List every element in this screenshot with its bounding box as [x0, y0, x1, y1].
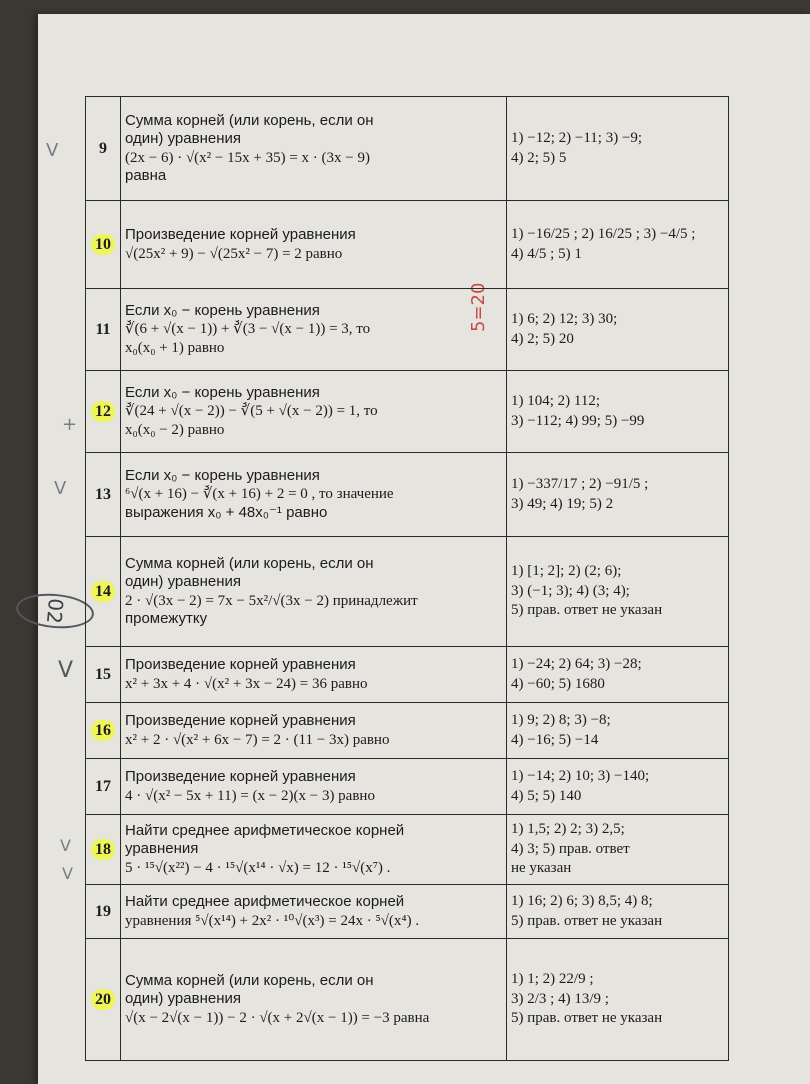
table-row — [86, 759, 729, 815]
equation: ∛(24 + √(x − 2)) − ∛(5 + √(x − 2)) = 1, то — [125, 403, 378, 420]
question-cell — [121, 201, 507, 289]
answers-cell — [507, 201, 729, 289]
question-cell — [121, 759, 507, 815]
row-number: 18 — [86, 815, 121, 885]
question-cell — [121, 939, 507, 1061]
table-row — [86, 815, 729, 885]
answers-cell — [507, 537, 729, 647]
question-text: Если x₀ − корень уравнения — [125, 467, 320, 485]
question-text: один) уравнения — [125, 130, 241, 148]
question-text: Произведение корней уравнения — [125, 226, 356, 244]
answer-options: 3) 49; 4) 19; 5) 2 — [511, 495, 614, 512]
question-cell — [121, 647, 507, 703]
row-number: 10 — [86, 201, 121, 289]
question-cell — [121, 537, 507, 647]
answer-options: 1) [1; 2]; 2) (2; 6); — [511, 563, 622, 580]
red-handwritten-note: 5=20 — [468, 282, 489, 332]
answer-options: 1) 9; 2) 8; 3) −8; — [511, 712, 611, 728]
answer-options: 4) 2; 5) 20 — [511, 330, 574, 347]
answer-options: 1) −12; 2) −11; 3) −9; — [511, 130, 643, 146]
equation: x₀(x₀ − 2) равно — [125, 421, 225, 438]
question-text: уравнения — [125, 840, 199, 858]
equation: x₀(x₀ + 1) равно — [125, 339, 225, 356]
row-number: 17 — [86, 759, 121, 815]
table-row — [86, 537, 729, 647]
row-number: 19 — [86, 885, 121, 939]
problems-table — [85, 96, 729, 1061]
answer-options: 1) 1,5; 2) 2; 3) 2,5; — [511, 821, 625, 838]
row-number: 11 — [86, 289, 121, 371]
row-number: 16 — [86, 703, 121, 759]
question-cell — [121, 453, 507, 537]
equation: уравнения ⁵√(x¹⁴) + 2x² · ¹⁰√(x³) = 24x · ⁵√(x⁴) . — [125, 912, 420, 929]
circled-note: 02 — [15, 591, 96, 632]
equation: √(25x² + 9) − √(25x² − 7) = 2 равно — [125, 245, 343, 262]
question-cell — [121, 885, 507, 939]
table-row — [86, 939, 729, 1061]
answer-options: 1) 6; 2) 12; 3) 30; — [511, 311, 618, 327]
question-cell — [121, 815, 507, 885]
question-cell — [121, 703, 507, 759]
answer-options: 5) прав. ответ не указан — [511, 912, 663, 929]
question-text: Произведение корней уравнения — [125, 656, 356, 674]
answer-options: 4) 4/5 ; 5) 1 — [511, 245, 582, 262]
question-text: Если x₀ − корень уравнения — [125, 302, 320, 320]
answer-options: 1) −337/17 ; 2) −91/5 ; — [511, 476, 649, 492]
question-text: равна — [125, 166, 167, 184]
equation: ⁶√(x + 16) − ∛(x + 16) + 2 = 0 , то значение — [125, 486, 394, 503]
plus-mark: + — [62, 414, 78, 435]
question-text: Сумма корней (или корень, если он — [125, 111, 374, 129]
question-text: Произведение корней уравнения — [125, 712, 356, 730]
answer-options: 4) −16; 5) −14 — [511, 731, 599, 748]
question-text: выражения x₀ + 48x₀⁻¹ равно — [125, 503, 328, 521]
table-row — [86, 647, 729, 703]
equation: (2x − 6) · √(x² − 15x + 35) = x · (3x − 9) — [125, 149, 370, 166]
table-row — [86, 201, 729, 289]
answer-options: 1) 1; 2) 22/9 ; — [511, 971, 594, 988]
row-number: 12 — [86, 371, 121, 453]
question-text: Если x₀ − корень уравнения — [125, 384, 320, 402]
question-cell — [121, 371, 507, 453]
answer-options: 4) 2; 5) 5 — [511, 149, 567, 166]
checkmark: V — [60, 836, 71, 855]
table-row — [86, 371, 729, 453]
row-number: 13 — [86, 453, 121, 537]
answer-options: 4) 3; 5) прав. ответ — [511, 840, 630, 857]
answer-options: 3) −112; 4) 99; 5) −99 — [511, 412, 645, 429]
answer-options: 3) (−1; 3); 4) (3; 4); — [511, 582, 630, 599]
answer-options: 1) −14; 2) 10; 3) −140; — [511, 768, 650, 784]
answer-options: 1) 16; 2) 6; 3) 8,5; 4) 8; — [511, 893, 653, 909]
question-text: Найти среднее арифметическое корней — [125, 822, 405, 840]
answer-options: 3) 2/3 ; 4) 13/9 ; — [511, 990, 609, 1007]
question-text: промежутку — [125, 609, 208, 627]
table-row — [86, 703, 729, 759]
answers-cell — [507, 885, 729, 939]
equation: 4 · √(x² − 5x + 11) = (x − 2)(x − 3) равно — [125, 787, 375, 804]
answer-options: 4) −60; 5) 1680 — [511, 675, 605, 692]
question-text: один) уравнения — [125, 990, 241, 1008]
row-number: 15 — [86, 647, 121, 703]
equation: 5 · ¹⁵√(x²²) − 4 · ¹⁵√(x¹⁴ · √x) = 12 · ¹⁵√(x⁷) . — [125, 859, 391, 876]
checkmark: V — [58, 658, 74, 683]
answers-cell — [507, 647, 729, 703]
answers-cell — [507, 97, 729, 201]
row-number: 9 — [86, 97, 121, 201]
equation: √(x − 2√(x − 1)) − 2 · √(x + 2√(x − 1)) = −3 равна — [125, 1009, 430, 1026]
answer-options: 5) прав. ответ не указан — [511, 1010, 663, 1027]
answer-options: 1) 104; 2) 112; — [511, 393, 601, 409]
answer-options: не указан — [511, 860, 572, 877]
answers-cell — [507, 759, 729, 815]
answer-options: 5) прав. ответ не указан — [511, 602, 663, 619]
row-number: 20 — [86, 939, 121, 1061]
question-text: Найти среднее арифметическое корней — [125, 893, 405, 911]
question-text: Сумма корней (или корень, если он — [125, 972, 374, 990]
checkmark: V — [54, 478, 67, 499]
question-text: Произведение корней уравнения — [125, 768, 356, 786]
equation: x² + 2 · √(x² + 6x − 7) = 2 · (11 − 3x) равно — [125, 731, 390, 748]
table-row — [86, 885, 729, 939]
checkmark: V — [46, 140, 59, 161]
answer-options: 1) −24; 2) 64; 3) −28; — [511, 656, 642, 672]
answers-cell — [507, 289, 729, 371]
equation: 2 · √(3x − 2) = 7x − 5x²/√(3x − 2) принадлежит — [125, 592, 418, 609]
question-text: Сумма корней (или корень, если он — [125, 554, 374, 572]
answers-cell — [507, 453, 729, 537]
equation: x² + 3x + 4 · √(x² + 3x − 24) = 36 равно — [125, 675, 368, 692]
answer-options: 1) −16/25 ; 2) 16/25 ; 3) −4/5 ; — [511, 226, 696, 242]
question-text: один) уравнения — [125, 573, 241, 591]
row-number: 14 — [86, 537, 121, 647]
answer-options: 4) 5; 5) 140 — [511, 787, 582, 804]
answers-cell — [507, 371, 729, 453]
question-cell — [121, 97, 507, 201]
table-row — [86, 97, 729, 201]
answers-cell — [507, 703, 729, 759]
answers-cell — [507, 939, 729, 1061]
table-row — [86, 289, 729, 371]
equation: ∛(6 + √(x − 1)) + ∛(3 − √(x − 1)) = 3, то — [125, 321, 371, 338]
table-row — [86, 453, 729, 537]
answers-cell — [507, 815, 729, 885]
checkmark: V — [62, 864, 73, 883]
question-cell — [121, 289, 507, 371]
